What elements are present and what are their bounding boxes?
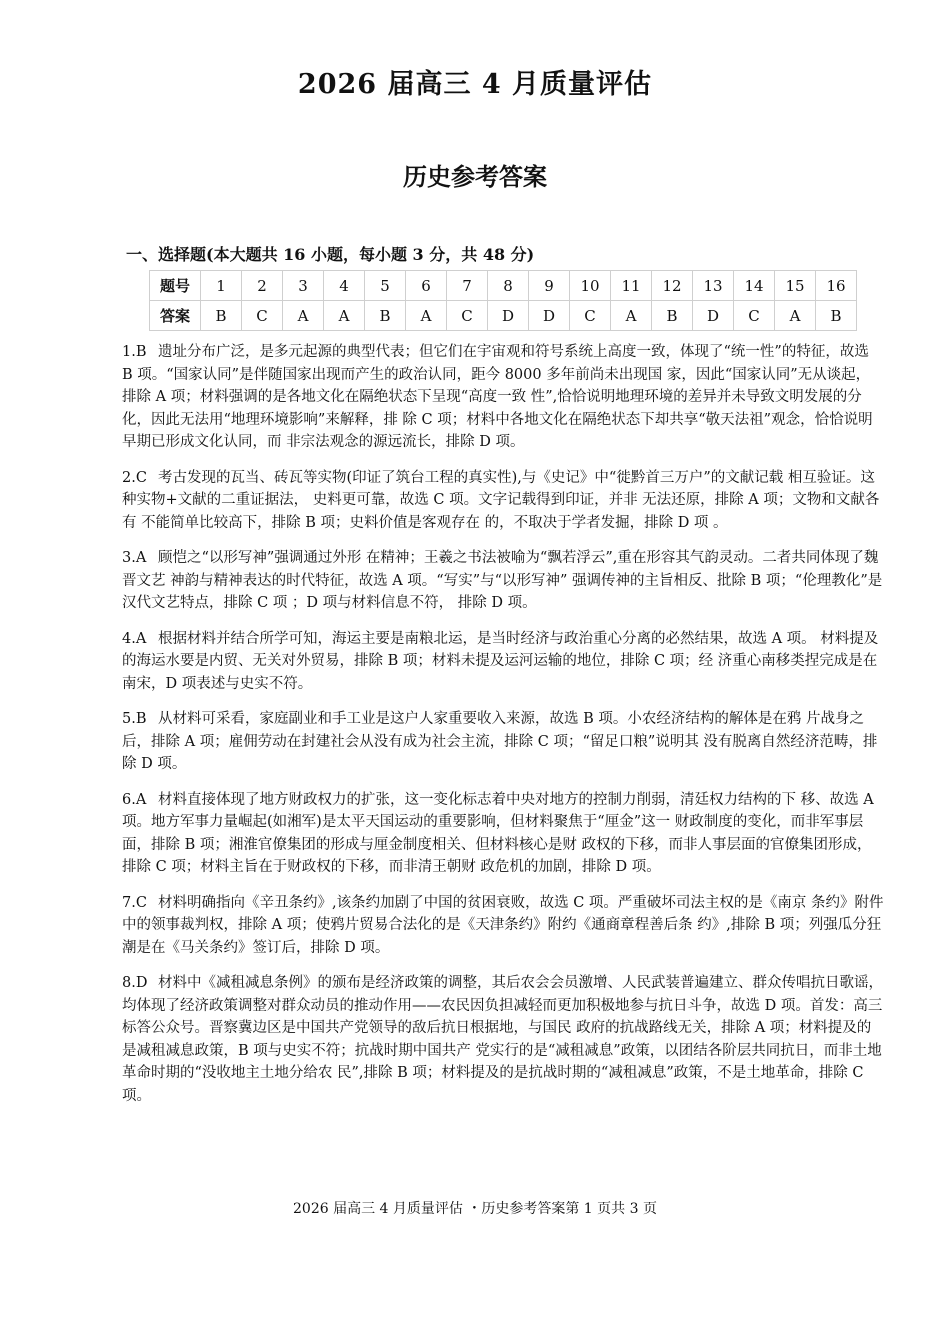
answer-cell: A <box>406 301 447 331</box>
item-number: 4.A <box>122 630 147 647</box>
question-number: 12 <box>652 271 693 301</box>
answer-table-number-row <box>150 271 857 301</box>
answer-cell: B <box>201 301 242 331</box>
explanation-item <box>122 972 884 1107</box>
item-text: 材料直接体现了地方财政权力的扩张，这一变化标志着中央对地方的控制力削弱，清廷权力结构的下 移、故选 A 项。地方军事力量崛起(如湘军)是太平天国运动的重要影响，但材料聚焦于“厘金”这一 财政制度的变化，而非军事层面，排除 B 项；湘淮官僚集团的形成与厘金制度相关、但材料核心是财 政权的下移，而非人事层面的官僚集团形成，排除 C 项；材料主旨在于财政权的下移，而非清王朝财 政危机的加剧，排除 D 项。 <box>122 791 874 875</box>
question-number: 5 <box>365 271 406 301</box>
answer-cell: D <box>488 301 529 331</box>
explanation-item <box>122 789 884 879</box>
answer-cell: A <box>611 301 652 331</box>
answer-cell: B <box>816 301 857 331</box>
explanation-item <box>122 892 884 960</box>
question-number: 10 <box>570 271 611 301</box>
document-title: 2026 届高三 4 月质量评估 <box>297 69 653 100</box>
question-number: 16 <box>816 271 857 301</box>
explanation-item <box>122 547 884 615</box>
item-number: 6.A <box>122 791 147 808</box>
answer-cell: C <box>447 301 488 331</box>
answer-cell: C <box>734 301 775 331</box>
question-number: 4 <box>324 271 365 301</box>
explanation-item <box>122 341 884 454</box>
explanation-list <box>122 341 884 1120</box>
item-text: 材料中《减租减息条例》的颁布是经济政策的调整，其后农会会员激增、人民武装普遍建立、群众传唱抗日歌谣，均体现了经济政策调整对群众动员的推动作用——农民因负担减轻而更加积极地参与抗日斗争，故选 D 项。首发：高三标答公众号。晋察冀边区是中国共产党领导的敌后抗日根据地，与国民 政府的抗战路线无关，排除 A 项；材料提及的是减租减息政策，B 项与史实不符；抗战时期中国共产 党实行的是“减租减息”政策，以团结各阶层共同抗日，而非土地革命时期的“没收地主土地分给农 民”,排除 B 项；材料提及的是抗战时期的“减租减息”政策，不是土地革命，排除 C 项。 <box>122 975 883 1104</box>
question-number: 6 <box>406 271 447 301</box>
explanation-item <box>122 708 884 776</box>
item-number: 7.C <box>122 894 147 911</box>
item-text: 从材料可采看，家庭副业和手工业是这户人家重要收入来源，故选 B 项。小农经济结构的解体是在鸦 片战身之后，排除 A 项；雇佣劳动在封建社会从没有成为社会主流，排除 C 项；“留足口粮”说明其 没有脱离自然经济范畴，排除 D 项。 <box>122 711 878 772</box>
item-text: 顾恺之“以形写神”强调通过外形 在精神；王羲之书法被喻为“飘若浮云”,重在形容其气韵灵动。二者共同体现了魏晋文艺 神韵与精神表达的时代特征，故选 A 项。“写实”与“以形写神” 强调传神的主旨相反、批除 B 项；“伦理教化”是汉代文艺特点，排除 C 项 ；D 项与材料信息不符， 排除 D 项。 <box>122 550 883 611</box>
page-footer: 2026 届高三 4 月质量评估 ・历史参考答案第 1 页共 3 页 <box>293 1201 657 1217</box>
question-number: 11 <box>611 271 652 301</box>
answer-table <box>149 270 857 331</box>
question-number: 7 <box>447 271 488 301</box>
answer-cell: A <box>283 301 324 331</box>
item-text: 考古发现的瓦当、砖瓦等实物(印证了筑台工程的真实性),与《史记》中“徙黔首三万户”的文献记载 相互验证。这种实物+文献的二重证据法， 史料更可靠，故选 C 项。文字记载得到印证，并非 无法还原，排除 A 项；文物和文献各有 不能简单比较高下，排除 B 项；史料价值是客观存在 的，不取决于学者发掘，排除 D 项 。 <box>122 469 880 531</box>
answer-table-answer-row <box>150 301 857 331</box>
explanation-item <box>122 467 884 535</box>
question-number: 2 <box>242 271 283 301</box>
answer-cell: C <box>242 301 283 331</box>
item-text: 遗址分布广泛，是多元起源的典型代表；但它们在宇宙观和符号系统上高度一致，体现了“统一性”的特征，故选 B 项。“国家认同”是伴随国家出现而产生的政治认同，距今 8000 多年前尚未出现国 家，因此“国家认同”无从谈起，排除 A 项；材料强调的是各地文化在隔绝状态下呈现“高度一致 性”,恰恰说明地理环境的差异并未导致文明发展的分化，因此无法用“地理环境影响”来解释，排 除 C 项；材料中各地文化在隔绝状态下却共享“敬天法祖”观念，恰恰说明早期已形成文化认同，而 非宗法观念的源远流长，排除 D 项。 <box>122 344 873 450</box>
explanation-item <box>122 628 884 696</box>
answer-cell: B <box>365 301 406 331</box>
item-text: 材料明确指向《辛丑条约》,该条约加剧了中国的贫困衰败，故选 C 项。严重破坏司法主权的是《南京 条约》附件中的领事裁判权，排除 A 项；使鸦片贸易合法化的是《天津条约》附约《通商章程善后条 约》,排除 B 项；列强瓜分狂潮是在《马关条约》签订后，排除 D 项。 <box>122 894 884 956</box>
document-subtitle: 历史参考答案 <box>403 162 547 191</box>
section-heading: 一、选择题(本大题共 16 小题，每小题 3 分，共 48 分) <box>126 245 535 264</box>
answer-cell: B <box>652 301 693 331</box>
item-number: 8.D <box>122 975 148 991</box>
item-number: 1.B <box>122 344 147 360</box>
question-number: 1 <box>201 271 242 301</box>
answer-cell: D <box>529 301 570 331</box>
answer-cell: A <box>775 301 816 331</box>
item-number: 3.A <box>122 550 147 566</box>
item-text: 根据材料并结合所学可知，海运主要是南粮北运，是当时经济与政治重心分离的必然结果，故选 A 项。 材料提及的海运水要是内贸、无关对外贸易，排除 B 项；材料未提及运河运输的地位，排除 C 项；经 济重心南移类捏完成是在南宋，D 项表述与史实不符。 <box>122 630 879 692</box>
question-number: 8 <box>488 271 529 301</box>
answer-cell: A <box>324 301 365 331</box>
question-number: 9 <box>529 271 570 301</box>
item-number: 2.C <box>122 469 147 486</box>
answer-cell: D <box>693 301 734 331</box>
row-label-number: 题号 <box>150 271 201 301</box>
row-label-answer: 答案 <box>150 301 201 331</box>
question-number: 3 <box>283 271 324 301</box>
question-number: 15 <box>775 271 816 301</box>
item-number: 5.B <box>122 711 147 727</box>
answer-cell: C <box>570 301 611 331</box>
question-number: 14 <box>734 271 775 301</box>
question-number: 13 <box>693 271 734 301</box>
